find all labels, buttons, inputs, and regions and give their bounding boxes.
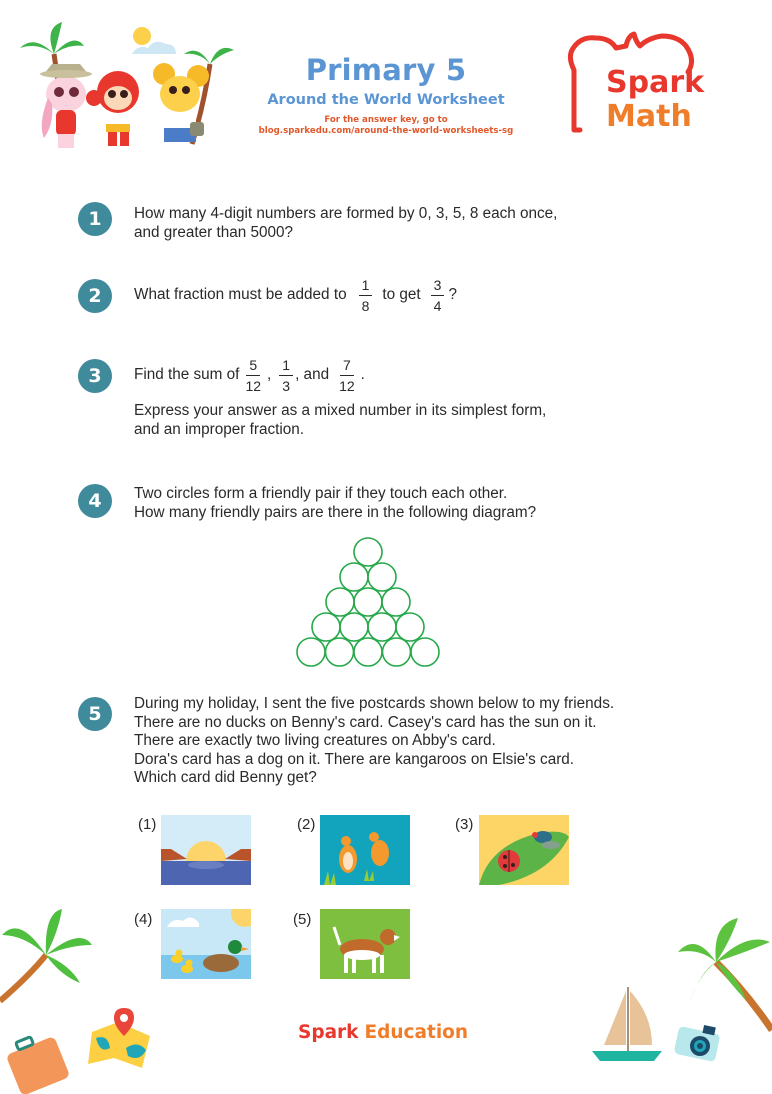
question-line: There are exactly two living creatures on Abby's card. [134,732,496,749]
spark-education-logo [298,1022,468,1043]
fraction-denominator: 12 [339,378,355,394]
postcard-label: (1) [138,816,157,833]
fraction [431,277,445,314]
question-text-first-line [134,357,365,394]
postcard-label: (5) [293,911,312,928]
palm-tree-left-decoration [0,905,100,1005]
answer-key-note [240,115,532,137]
fraction-numerator: 7 [340,357,354,376]
question-line: Express your answer as a mixed number in its simplest form, [134,402,547,419]
postcard-label: (2) [297,816,316,833]
postcard-ladybird-fly-image [479,815,569,885]
question-text-segment: , and [295,366,330,384]
fraction-denominator: 12 [245,378,262,394]
question-text [134,205,557,242]
worksheet-subtitle: Around the World Worksheet [267,92,505,108]
question-line: Two circles form a friendly pair if they touch each other. [134,485,508,502]
suitcase-decoration [4,1030,74,1094]
fraction [339,357,355,394]
palm-tree-right-decoration [676,912,772,1032]
fraction [279,357,293,394]
treasure-map-decoration [88,1004,158,1072]
postcard-label: (3) [455,816,474,833]
answer-key-note-line1: For the answer key, go to [324,115,448,125]
question-line: How many 4-digit numbers are formed by 0, 3, 5, 8 each once, [134,205,558,222]
question-text [134,485,536,522]
fraction [245,357,261,394]
postcard-sunset-image [161,815,251,885]
friendly-pairs-circle-diagram [294,536,442,670]
question-number-badge: 2 [78,279,112,313]
question-text-segment: What fraction must be added to [134,286,347,304]
fraction-denominator: 4 [433,298,442,314]
fraction-denominator: 3 [282,378,291,394]
question-text-segment: ? [448,286,457,304]
spark-math-logo [566,28,712,140]
camera-decoration [672,1022,722,1062]
question-line: Dora's card has a dog on it. There are kangaroos on Elsie's card. [134,750,575,768]
mascot-characters-illustration [14,14,236,156]
question-text [134,402,546,439]
question-line: There are no ducks on Benny's card. Casey's card has the sun on it. [134,713,597,731]
logo-word-math: Math [606,99,692,134]
worksheet-header [240,52,532,137]
question-line: During my holiday, I sent the five postcards shown below to my friends. [134,695,615,712]
fraction-denominator: 8 [361,298,370,314]
question-text-segment: . [360,366,365,384]
question-number-badge: 5 [78,697,112,731]
question-line: Which card did Benny get? [134,769,317,786]
question-number-badge: 3 [78,359,112,393]
question-number-badge: 4 [78,484,112,518]
question-line: and greater than 5000? [134,223,294,241]
worksheet-title: Primary 5 [305,53,467,87]
postcard-ducks-image [161,909,251,979]
fraction-numerator: 1 [359,277,373,296]
logo-word-spark: Spark [606,65,705,100]
fraction-numerator: 1 [279,357,293,376]
postcard-dog-image [320,909,410,979]
question-text-segment: to get [382,286,421,304]
fraction-numerator: 3 [431,277,445,296]
fraction-numerator: 5 [246,357,260,376]
question-text [134,695,614,788]
question-text-segment: , [267,366,272,384]
question-line: and an improper fraction. [134,420,305,438]
postcard-kangaroos-image [320,815,410,885]
sailboat-decoration [590,985,664,1065]
question-number-badge: 1 [78,202,112,236]
question-line: How many friendly pairs are there in the following diagram? [134,503,537,521]
fraction [359,277,373,314]
question-text [134,277,457,314]
answer-key-link[interactable]: blog.sparkedu.com/around-the-world-worksheets-sg [258,126,514,136]
footer-brand-education: Education [364,1022,469,1043]
footer-brand-spark: Spark [298,1022,359,1043]
postcard-label: (4) [134,911,153,928]
question-text-segment: Find the sum of [134,366,240,384]
